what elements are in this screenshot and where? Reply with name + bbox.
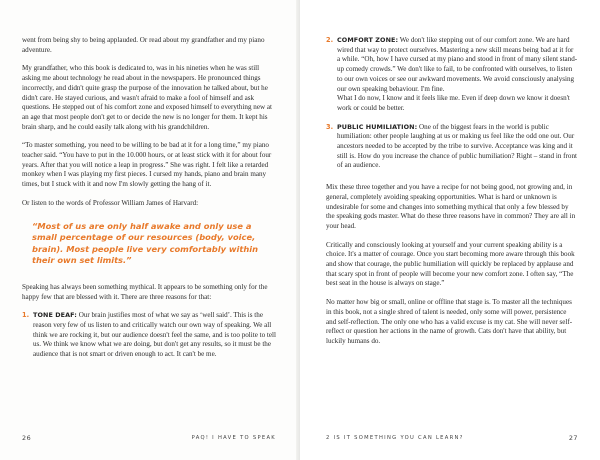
page-number: 27 (568, 434, 578, 442)
paragraph: No matter how big or small, online or offline that stage is. To master all the techniques in this book, not a single shred of talent is needed, only some will power, persistence and self-reflection. The only one who has a valid excuse is my cat. She will never self-reflect or question her actions in the name of growth. Cats don't have that ability, but luckily humans do. (326, 298, 573, 345)
list-item-body (337, 36, 578, 114)
list-text-extra: What I do now, I know and it feels like me. Even if deep down we know it doesn't work or could be better. (337, 94, 570, 112)
list-number: 2. (326, 36, 334, 44)
paragraph: My grandfather, who this book is dedicated to, was in his nineties when he was still asking me about technology he read about in the newspapers. He pronounced things incorrectly, and didn't quite grasp the purpose of the innovation he talked about, but he didn't care. He stayed curious, and wasn't afraid to make a fool of himself and ask questions. He stepped out of his comfort zone and exposed himself to everything new at an age that most people don't get to or decide the new is no longer for them. It kept his brain sharp, and he could easily talk along with his grandchildren. (22, 64, 272, 131)
running-title: PAQ! I HAVE TO SPEAK (191, 435, 276, 441)
list-term: COMFORT ZONE: (337, 36, 399, 44)
paragraph: Speaking has always been something mythical. It appears to be something only for the happy few that are blessed with it. There are three reasons for that: (22, 282, 268, 301)
list-term: TONE DEAF: (33, 311, 77, 320)
list-text: We don't like stepping out of our comfort zone. We are hard wired that way to protect ourselves. Mastering a new skill means being bad at it for a while. “Oh, how I have cursed at my piano and stood in front of many silent stand-up comedy crowds.” We don't like to fail, to be confronted with ourselves, to listen to our own voices or see our awkward movements. We avoid consciously analysing our own speaking behaviour. I'm fine. (337, 36, 578, 93)
paragraph: “To master something, you need to be willing to be bad at it for a long time,” my piano teacher said. “You have to put in the 10.000 hours, or at least stick with it for about four years. After that you will notice a leap in progress.” She was right. I felt like a retarded monkey when I was playing my first pieces. I cursed my hands, piano and brain many times, but I stuck with it and now I'm slowly getting the hang of it. (22, 141, 272, 189)
page-footer (326, 434, 578, 442)
right-page (300, 0, 600, 460)
paragraph: went from being shy to being applauded. Or read about my grandfather and my piano adventure. (22, 36, 265, 54)
pull-quote: “Most of us are only half awake and only use a small percentage of our resources (body, voice, brain). Most people live very comfortably within their own set limits.” (32, 220, 259, 266)
list-number: 1. (22, 311, 30, 320)
list-item (326, 36, 578, 114)
paragraph: Mix these three together and you have a recipe for not being good, not growing and, in general, completely avoiding speaking opportunities. What is hard or unknown is undesirable for some and changes into something mythical that only a few blessed by the speaking gods master. What do these three reasons have in common? They are all in your head. (326, 183, 576, 230)
list-item (326, 123, 578, 172)
list-item (22, 311, 276, 360)
list-text: Our brain justifies most of what we say as ‘well said’. This is the reason very few of us listen to and critically watch our own way of speaking. We all think we are rocking it, but our audience doesn't feel the same, and is too polite to tell us. We think we know what we are doing, but don't get any results, so it must be the audience that is not smart or driven enough to act. It can't be me. (33, 311, 276, 359)
paragraph: Or listen to the words of Professor William James of Harvard: (22, 198, 199, 207)
list-number: 3. (326, 122, 334, 131)
page-footer (22, 434, 276, 442)
paragraph: Critically and consciously looking at yourself and your current speaking ability is a choice. It's a matter of courage. Once you start becoming more aware through this book and show that courage, the public humiliation will quickly be replaced by applause and that scary spot in front of people will become your new comfort zone. I often say, “The best seat in the house is always on stage.” (326, 240, 575, 288)
list-item-body (33, 311, 276, 360)
list-term: PUBLIC HUMILIATION: (337, 122, 418, 131)
list-item-body (337, 123, 578, 172)
running-title: 2 IS IT SOMETHING YOU CAN LEARN? (326, 435, 464, 441)
list-text: One of the biggest fears in the world is public humiliation: other people laughing at us or making us feel like the odd one out. Our ancestors needed to be accepted by the tribe to survive. Acceptance was king and it still is. How do you increase the chance of public humiliation? Right – stand in front of an audience. (337, 122, 577, 170)
page-number: 26 (22, 434, 32, 442)
